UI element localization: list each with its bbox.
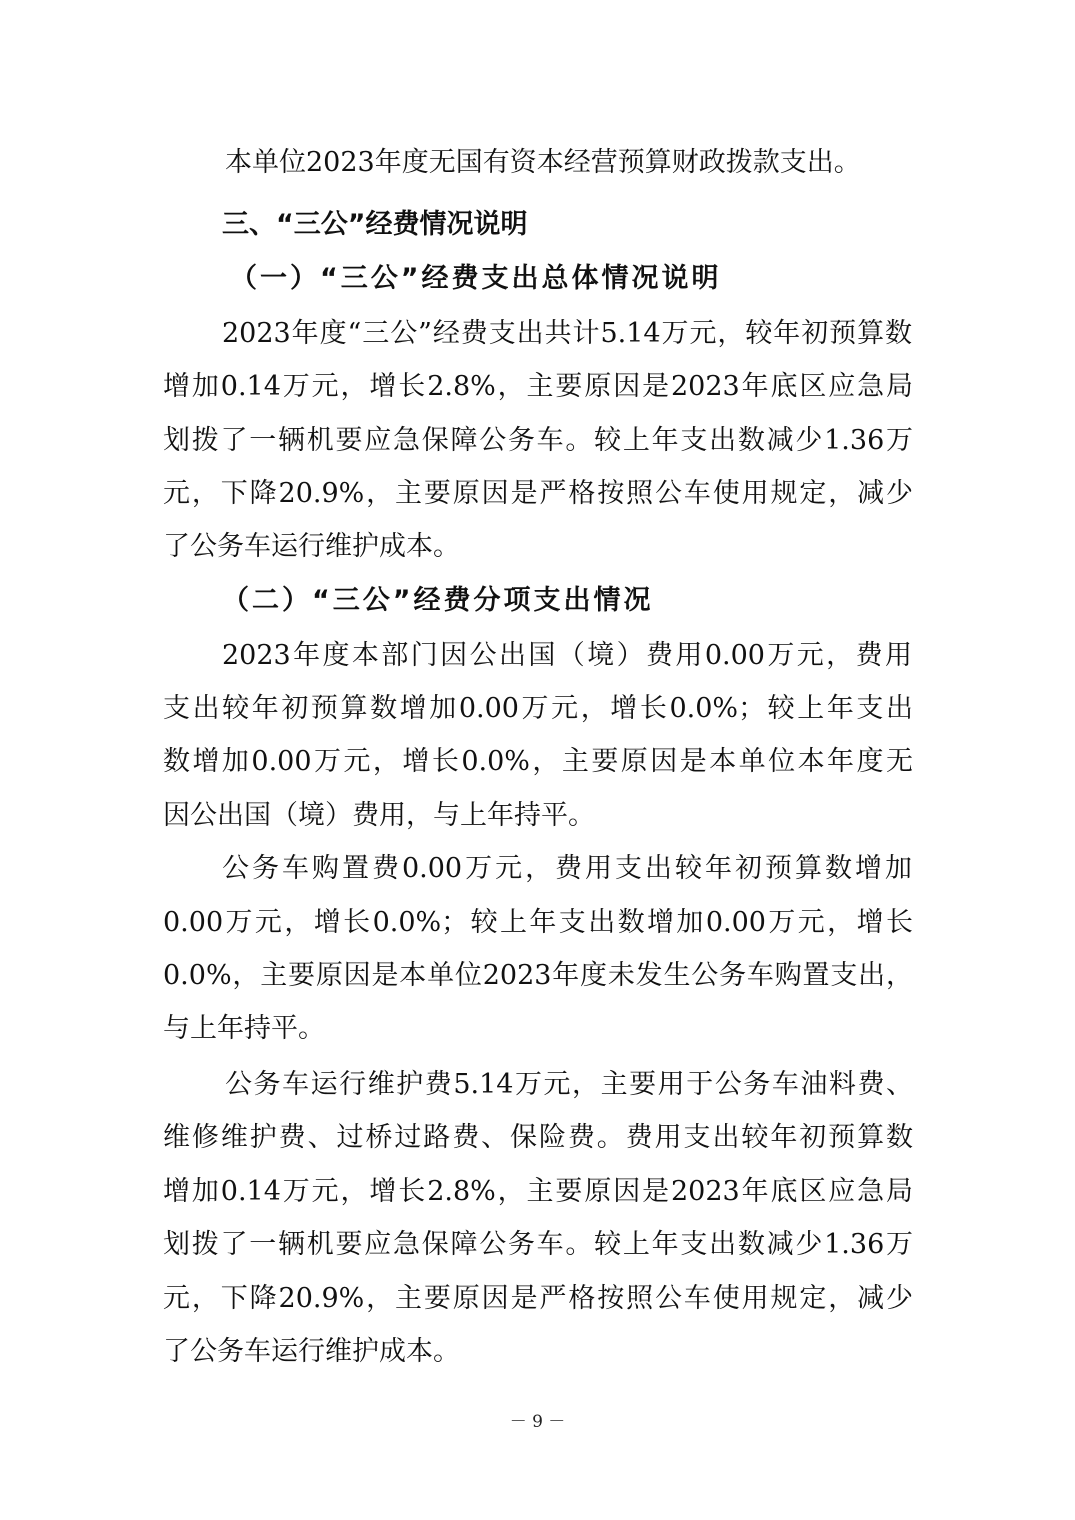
paragraph-line: 因公出国（境）费用，与上年持平。	[163, 800, 595, 831]
paragraph-line: 0.0%，主要原因是本单位2023年度未发生公务车购置支出，	[163, 960, 913, 991]
paragraph-line: 支出较年初预算数增加0.00万元，增长0.0%；较上年支出	[163, 693, 913, 724]
paragraph-line: 0.00万元，增长0.0%；较上年支出数增加0.00万元，增长	[163, 907, 913, 938]
subsection-heading: （一）“三公”经费支出总体情况说明	[230, 263, 722, 294]
paragraph-line: 增加0.14万元，增长2.8%，主要原因是2023年底区应急局	[163, 371, 913, 402]
paragraph-line: 划拨了一辆机要应急保障公务车。较上年支出数减少1.36万	[163, 425, 913, 456]
paragraph-line: 与上年持平。	[163, 1013, 325, 1044]
section-heading: 三、“三公”经费情况说明	[222, 209, 528, 240]
paragraph-line: 2023年度本部门因公出国（境）费用0.00万元，费用	[222, 640, 912, 671]
paragraph-line: 了公务车运行维护成本。	[163, 531, 460, 562]
paragraph-line: 公务车购置费0.00万元，费用支出较年初预算数增加	[222, 853, 912, 884]
paragraph-line: 划拨了一辆机要应急保障公务车。较上年支出数减少1.36万	[163, 1229, 913, 1260]
paragraph-line: 增加0.14万元，增长2.8%，主要原因是2023年底区应急局	[163, 1176, 913, 1207]
paragraph-line: 本单位2023年度无国有资本经营预算财政拨款支出。	[225, 147, 861, 178]
paragraph-line: 元，下降20.9%，主要原因是严格按照公车使用规定，减少	[163, 478, 913, 509]
paragraph-line: 2023年度“三公”经费支出共计5.14万元，较年初预算数	[222, 318, 912, 349]
paragraph-line: 公务车运行维护费5.14万元，主要用于公务车油料费、	[225, 1069, 913, 1100]
page-number: － 9 －	[509, 1412, 566, 1432]
subsection-heading: （二）“三公”经费分项支出情况	[222, 585, 654, 616]
paragraph-line: 数增加0.00万元，增长0.0%，主要原因是本单位本年度无	[163, 746, 913, 777]
paragraph-line: 维修维护费、过桥过路费、保险费。费用支出较年初预算数	[163, 1122, 913, 1153]
paragraph-line: 了公务车运行维护成本。	[163, 1336, 460, 1367]
paragraph-line: 元，下降20.9%，主要原因是严格按照公车使用规定，减少	[163, 1283, 913, 1314]
